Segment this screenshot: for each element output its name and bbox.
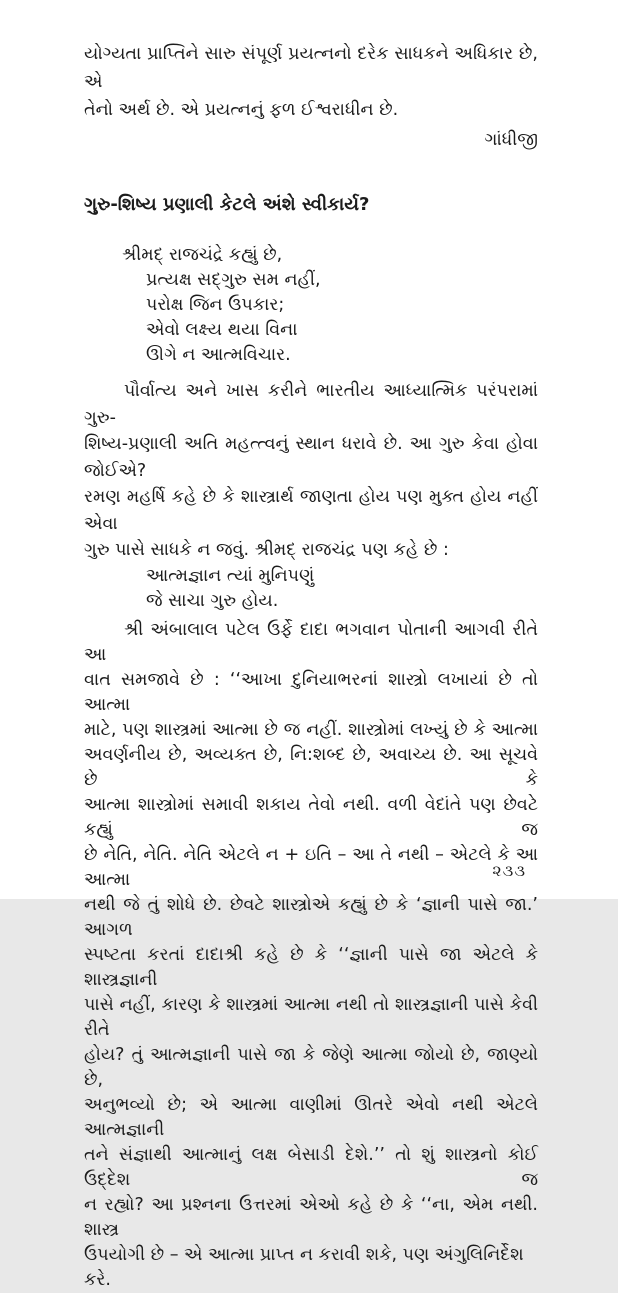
epigraph-quote [84,40,538,152]
paragraph-line: સ્પષ્ટતા કરતાં દાદાશ્રી કહે છે કે ‘‘જ્ઞાની પાસે જા એટલે કે શાસ્ત્રજ્ઞાની [84,944,538,990]
verse-line: આત્મજ્ઞાન ત્યાં મુનિપણું [146,565,315,586]
page-number: ૨૩૩ [492,861,526,880]
paragraph-line: છે નેતિ, નેતિ. નેતિ એટલે ન + ઇતિ – આ તે નથી – એટલે કે આ આત્મા [84,844,538,890]
paragraph-line: હોય? તું આત્મજ્ઞાની પાસે જા કે જેણે આત્મા જોયો છે, જાણ્યો છે, [84,1044,538,1090]
body-paragraph-1 [84,378,538,564]
verse-line: એવો લક્ષ્ય થયા વિના [146,320,298,340]
paragraph-line: માટે, પણ શાસ્ત્રમાં આત્મા છે જ નહીં. શાસ્ત્રોમાં લખ્યું છે કે આત્મા [84,719,538,740]
verse-intro-line: શ્રીમદ્ રાજચંદ્રે કહ્યું છે, [122,245,283,265]
body-paragraph-2 [84,618,538,1293]
paragraph-line: નથી જે તું શોધે છે. છેવટે શાસ્ત્રોએ કહ્યું છે કે ‘જ્ઞાની પાસે જા.’ આગળ [84,894,538,940]
text-block [84,40,538,1293]
paragraph-line: ઉપયોગી છે – એ આત્મા પ્રાપ્ત ન કરાવી શકે, પણ અંગુલિનિર્દેશ કરે. [84,1244,524,1290]
paragraph-line: પાસે નહીં, કારણ કે શાસ્ત્રમાં આત્મા નથી તો શાસ્ત્રજ્ઞાની પાસે કેવી રીતે [84,994,538,1040]
paragraph-line: શ્રી અંબાલાલ પટેલ ઉર્ફે દાદા ભગવાન પોતાની આગવી રીતે આ [84,619,538,665]
verse-block-2 [84,564,538,614]
verse-block-1 [84,242,538,368]
verse-line: પ્રત્યક્ષ સદ્ગુરુ સમ નહીં, [146,270,321,290]
verse-line: જે સાચા ગુરુ હોય. [146,590,279,611]
verse-line: પરોક્ષ જિન ઉપકાર; [146,295,285,315]
paragraph-line: અનુભવ્યો છે; એ આત્મા વાણીમાં ઊતરે એવો નથી એટલે આત્મજ્ઞાની [84,1094,538,1140]
paragraph-line: આત્મા શાસ્ત્રોમાં સમાવી શકાય તેવો નથી. વળી વેદાંતે પણ છેવટે કહ્યું જ [84,794,538,840]
paragraph-line: અવર્ણનીય છે, અવ્યક્ત છે, નિ:શબ્દ છે, અવાચ્ય છે. આ સૂચવે છે કે [84,744,538,790]
paragraph-line: શિષ્ય-પ્રણાલી અતિ મહત્ત્વનું સ્થાન ધરાવે છે. આ ગુરુ કેવા હોવા જોઈએ? [84,434,538,481]
paragraph-line: ન રહ્યો? આ પ્રશ્નના ઉત્તરમાં એઓ કહે છે કે ‘‘ના, એમ નથી. શાસ્ત્ર [84,1194,538,1240]
paragraph-line: પૌર્વાત્ય અને ખાસ કરીને ભારતીય આધ્યાત્મિક પરંપરામાં ગુરુ- [84,381,538,428]
epigraph-attribution: ગાંધીજી [484,130,538,150]
chapter-title: ગુરુ-શિષ્ય પ્રણાલી કેટલે અંશે સ્વીકાર્ય? [84,194,370,215]
verse-line: ઊગે ન આત્મવિચાર. [146,345,291,365]
paragraph-line: રમણ મહર્ષિ કહે છે કે શાસ્ત્રાર્થ જાણતા હોય પણ મુક્ત હોય નહીં એવા [84,487,538,534]
epigraph-line: યોગ્યતા પ્રાપ્તિને સારુ સંપૂર્ણ પ્રયત્નનો દરેક સાધકને અધિકાર છે, એ [84,44,538,92]
paragraph-line: તને સંજ્ઞાથી આત્માનું લક્ષ બેસાડી દેશે.’’ તો શું શાસ્ત્રનો કોઈ ઉદ્દેશ જ [84,1144,538,1190]
epigraph-line: તેનો અર્થ છે. એ પ્રયત્નનું ફળ ઈશ્વરાધીન છે. [84,100,399,120]
paragraph-line: વાત સમજાવે છે : ‘‘આખા દુનિયાભરનાં શાસ્ત્રો લખાયાં છે તો આત્મા [84,669,538,715]
paragraph-line: ગુરુ પાસે સાધકે ન જવું. શ્રીમદ્ રાજચંદ્ર પણ કહે છે : [84,540,449,560]
